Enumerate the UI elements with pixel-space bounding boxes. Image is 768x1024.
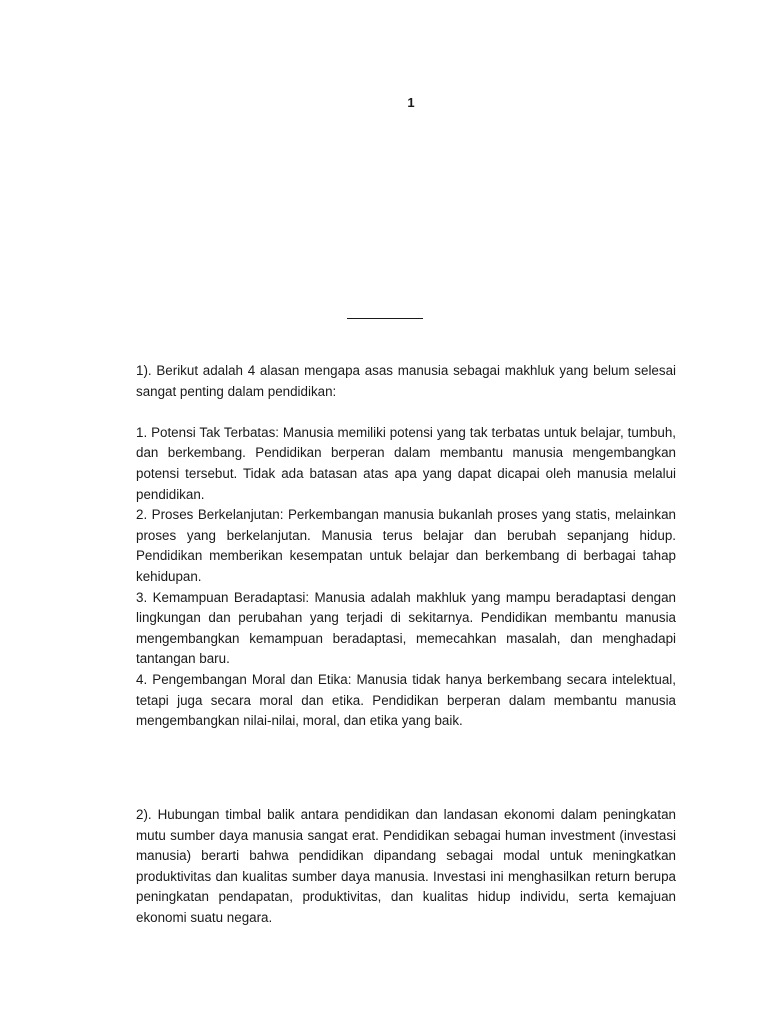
list-item: 2. Proses Berkelanjutan: Perkembangan manusia bukanlah proses yang statis, melainkan proses yang berkelanjutan. Manusia terus belajar dan berubah sepanjang hidup. Pendidikan memberikan kesempatan untuk belajar dan berkembang di berbagai tahap kehidupan. [136,507,676,584]
list-item: 1. Potensi Tak Terbatas: Manusia memiliki potensi yang tak terbatas untuk belajar, tumbuh, dan berkembang. Pendidikan berperan dalam membantu manusia mengembangkan potensi tersebut. Tidak ada batasan atas apa yang dapat dicapai oleh manusia melalui pendidikan. [136,424,676,502]
divider-line [347,318,423,319]
paragraph-gap [136,402,676,423]
list-item: 4. Pengembangan Moral dan Etika: Manusia tidak hanya berkembang secara intelektual, tetapi juga secara moral dan etika. Pendidikan berperan dalam membantu manusia mengembangkan nilai-nilai, moral, dan etika yang baik. [136,671,676,729]
list-item: 3. Kemampuan Beradaptasi: Manusia adalah makhluk yang mampu beradaptasi dengan lingkungan dan perubahan yang terjadi di sekitarnya. Pendidikan membantu manusia mengembangkan kemampuan beradaptasi, memecahkan masalah, dan menghadapi tantangan baru. [136,589,676,667]
section-2 [136,805,676,929]
section-1 [136,361,676,732]
section-1-intro: 1). Berikut adalah 4 alasan mengapa asas manusia sebagai makhluk yang belum selesai sangat penting dalam pendidikan: [136,363,676,399]
section-2-paragraph: 2). Hubungan timbal balik antara pendidikan dan landasan ekonomi dalam peningkatan mutu sumber daya manusia sangat erat. Pendidikan sebagai human investment (investasi manusia) berarti bahwa pendidikan dipandang sebagai modal untuk meningkatkan produktivitas dan kualitas sumber daya manusia. Investasi ini menghasilkan return berupa peningkatan pendapatan, produktivitas, dan kualitas hidup individu, serta kemajuan ekonomi suatu negara. [136,807,676,925]
page-number: 1 [407,95,415,110]
